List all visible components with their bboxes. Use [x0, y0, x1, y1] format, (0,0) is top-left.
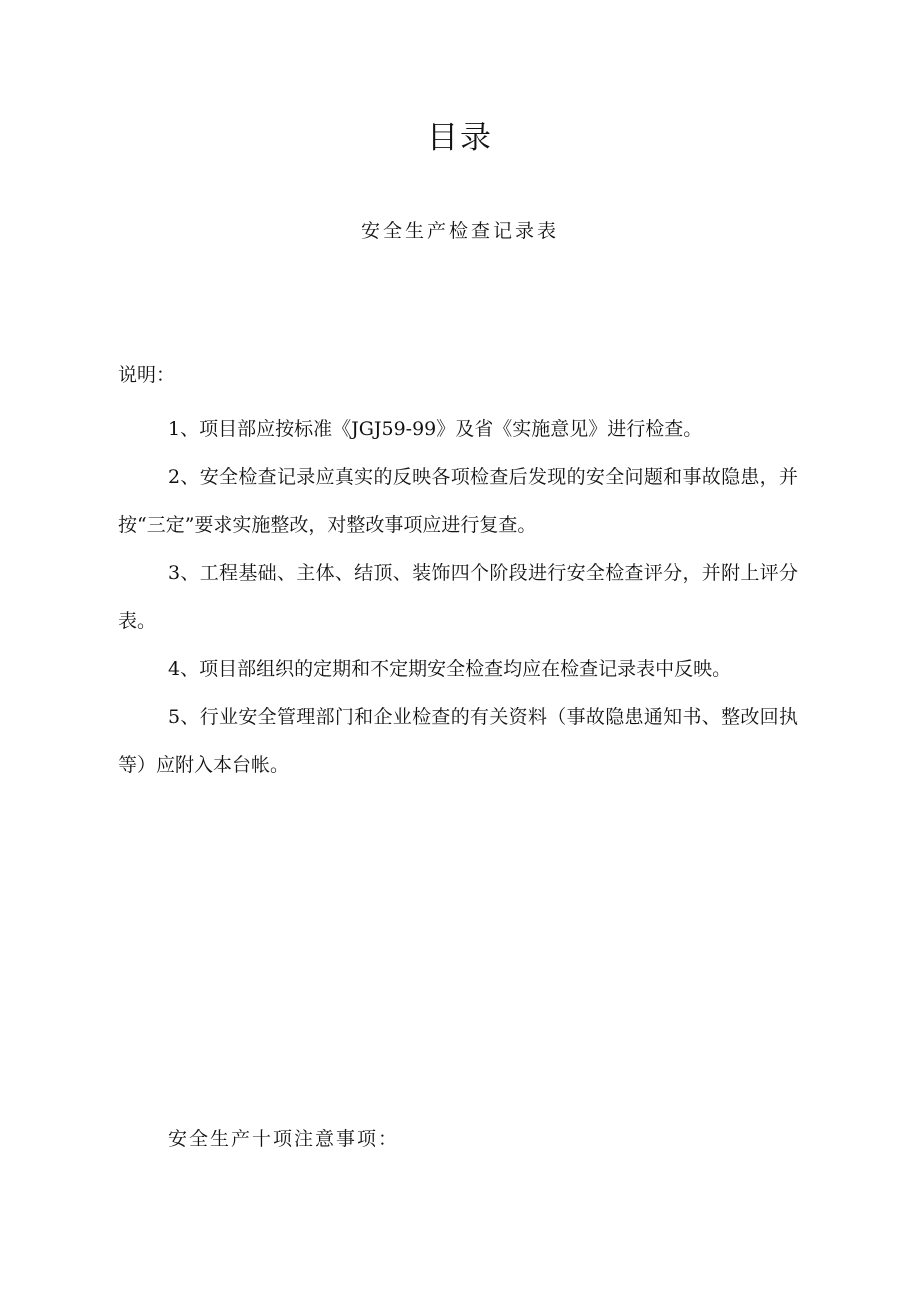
notes-heading: 说明： [118, 364, 176, 386]
note-item-3: 3、工程基础、主体、结顶、装饰四个阶段进行安全检查评分，并附上评分表。 [118, 562, 798, 632]
note-item-5: 5、行业安全管理部门和企业检查的有关资料（事故隐患通知书、整改回执等）应附入本台帐。 [118, 706, 798, 776]
page-title: 目录 [427, 120, 493, 156]
safety-notes-heading: 安全生产十项注意事项： [168, 1128, 400, 1150]
note-item-2: 2、安全检查记录应真实的反映各项检查后发现的安全问题和事故隐患，并按“三定”要求实施整改，对整改事项应进行复查。 [118, 466, 798, 536]
notes-list [118, 405, 798, 789]
note-item-4: 4、项目部组织的定期和不定期安全检查均应在检查记录表中反映。 [168, 658, 732, 680]
document-subtitle: 安全生产检查记录表 [360, 220, 559, 242]
note-item-1: 1、项目部应按标准《JGJ59-99》及省《实施意见》进行检查。 [168, 418, 703, 440]
